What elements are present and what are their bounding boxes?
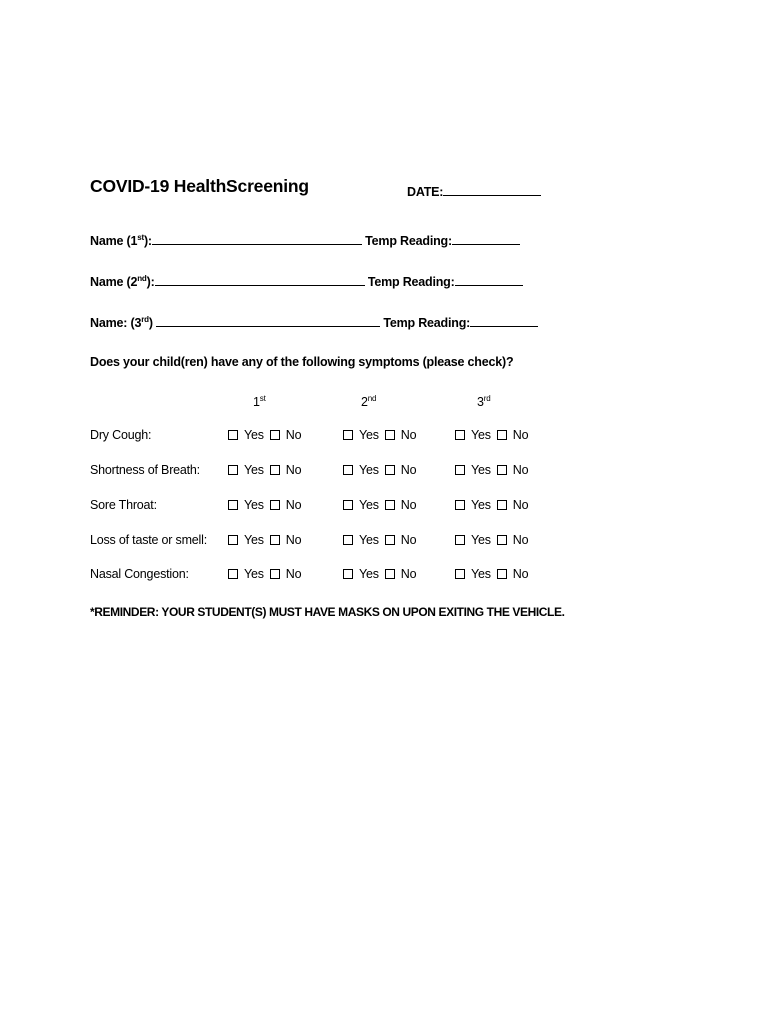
name-label-3: Name: (3 bbox=[90, 316, 142, 330]
name-ordinal-1: st bbox=[137, 233, 144, 242]
no-checkbox[interactable] bbox=[270, 430, 280, 440]
no-label: No bbox=[512, 567, 529, 581]
yes-checkbox[interactable] bbox=[343, 465, 353, 475]
no-checkbox[interactable] bbox=[385, 535, 395, 545]
temp-label-3: Temp Reading: bbox=[383, 316, 471, 330]
name-ordinal-2: nd bbox=[137, 274, 147, 283]
no-label: No bbox=[285, 463, 302, 477]
symptom-label: Sore Throat: bbox=[90, 498, 157, 512]
no-checkbox[interactable] bbox=[497, 465, 507, 475]
yes-checkbox[interactable] bbox=[455, 569, 465, 579]
name-suffix-3: ) bbox=[148, 316, 153, 330]
answer-group-1 bbox=[228, 567, 301, 581]
answer-group-3 bbox=[455, 463, 528, 477]
yes-checkbox[interactable] bbox=[228, 465, 238, 475]
answer-group-1 bbox=[228, 533, 301, 547]
column-ord-2: nd bbox=[367, 394, 377, 403]
yes-checkbox[interactable] bbox=[228, 430, 238, 440]
name-label-2: Name (2 bbox=[90, 275, 138, 289]
yes-label: Yes bbox=[471, 463, 491, 477]
answer-group-2 bbox=[343, 533, 416, 547]
no-label: No bbox=[400, 428, 417, 442]
no-label: No bbox=[285, 498, 302, 512]
symptom-label: Dry Cough: bbox=[90, 428, 152, 442]
no-checkbox[interactable] bbox=[270, 569, 280, 579]
yes-checkbox[interactable] bbox=[228, 569, 238, 579]
no-checkbox[interactable] bbox=[270, 500, 280, 510]
no-label: No bbox=[512, 463, 529, 477]
column-ord-3: rd bbox=[483, 394, 491, 403]
symptom-label: Nasal Congestion: bbox=[90, 567, 189, 581]
yes-label: Yes bbox=[244, 463, 264, 477]
yes-label: Yes bbox=[359, 533, 379, 547]
column-header-2 bbox=[361, 395, 376, 409]
name-row-3 bbox=[90, 314, 538, 330]
name-ordinal-3: rd bbox=[141, 315, 149, 324]
temp-blank-3[interactable] bbox=[470, 314, 538, 327]
yes-label: Yes bbox=[359, 463, 379, 477]
name-suffix-2: ): bbox=[146, 275, 155, 289]
reminder-text: *REMINDER: YOUR STUDENT(S) MUST HAVE MASKS ON UPON EXITING THE VEHICLE. bbox=[90, 605, 565, 619]
symptom-question: Does your child(ren) have any of the following symptoms (please check)? bbox=[90, 355, 514, 369]
name-blank-2[interactable] bbox=[155, 273, 365, 286]
column-ord-1: st bbox=[259, 394, 266, 403]
answer-group-3 bbox=[455, 428, 528, 442]
yes-checkbox[interactable] bbox=[455, 535, 465, 545]
yes-label: Yes bbox=[359, 428, 379, 442]
yes-checkbox[interactable] bbox=[343, 535, 353, 545]
yes-label: Yes bbox=[471, 498, 491, 512]
answer-group-1 bbox=[228, 498, 301, 512]
name-label-1: Name (1 bbox=[90, 234, 138, 248]
yes-label: Yes bbox=[244, 498, 264, 512]
answer-group-2 bbox=[343, 463, 416, 477]
date-field bbox=[407, 183, 541, 199]
column-num-1: 1 bbox=[253, 395, 260, 409]
yes-label: Yes bbox=[244, 428, 264, 442]
no-label: No bbox=[512, 533, 529, 547]
no-label: No bbox=[400, 498, 417, 512]
yes-checkbox[interactable] bbox=[455, 500, 465, 510]
no-checkbox[interactable] bbox=[385, 500, 395, 510]
no-checkbox[interactable] bbox=[497, 500, 507, 510]
name-blank-3[interactable] bbox=[156, 314, 380, 327]
no-label: No bbox=[400, 567, 417, 581]
no-label: No bbox=[285, 428, 302, 442]
no-label: No bbox=[512, 428, 529, 442]
no-checkbox[interactable] bbox=[385, 465, 395, 475]
no-checkbox[interactable] bbox=[497, 430, 507, 440]
no-checkbox[interactable] bbox=[385, 430, 395, 440]
name-suffix-1: ): bbox=[143, 234, 152, 248]
answer-group-1 bbox=[228, 428, 301, 442]
form-title: COVID-19 HealthScreening bbox=[90, 176, 309, 196]
answer-group-2 bbox=[343, 428, 416, 442]
yes-checkbox[interactable] bbox=[455, 465, 465, 475]
temp-blank-1[interactable] bbox=[452, 232, 520, 245]
yes-checkbox[interactable] bbox=[228, 535, 238, 545]
name-row-1 bbox=[90, 232, 520, 248]
answer-group-2 bbox=[343, 567, 416, 581]
column-header-1 bbox=[253, 395, 266, 409]
column-header-3 bbox=[477, 395, 490, 409]
no-label: No bbox=[400, 533, 417, 547]
name-row-2 bbox=[90, 273, 523, 289]
yes-checkbox[interactable] bbox=[228, 500, 238, 510]
temp-blank-2[interactable] bbox=[455, 273, 523, 286]
yes-label: Yes bbox=[471, 567, 491, 581]
no-checkbox[interactable] bbox=[270, 465, 280, 475]
temp-label-1: Temp Reading: bbox=[365, 234, 452, 248]
yes-label: Yes bbox=[471, 533, 491, 547]
answer-group-3 bbox=[455, 533, 528, 547]
yes-label: Yes bbox=[471, 428, 491, 442]
column-num-2: 2 bbox=[361, 395, 368, 409]
no-checkbox[interactable] bbox=[270, 535, 280, 545]
no-label: No bbox=[400, 463, 417, 477]
yes-checkbox[interactable] bbox=[343, 500, 353, 510]
answer-group-1 bbox=[228, 463, 301, 477]
answer-group-3 bbox=[455, 498, 528, 512]
no-checkbox[interactable] bbox=[497, 535, 507, 545]
answer-group-2 bbox=[343, 498, 416, 512]
no-label: No bbox=[285, 567, 302, 581]
no-label: No bbox=[285, 533, 302, 547]
no-checkbox[interactable] bbox=[385, 569, 395, 579]
no-label: No bbox=[512, 498, 529, 512]
symptom-label: Shortness of Breath: bbox=[90, 463, 200, 477]
answer-group-3 bbox=[455, 567, 528, 581]
temp-label-2: Temp Reading: bbox=[367, 275, 455, 289]
date-label: DATE: bbox=[407, 185, 444, 199]
symptom-label: Loss of taste or smell: bbox=[90, 533, 207, 547]
no-checkbox[interactable] bbox=[497, 569, 507, 579]
yes-checkbox[interactable] bbox=[343, 569, 353, 579]
yes-label: Yes bbox=[359, 498, 379, 512]
date-blank[interactable] bbox=[443, 183, 541, 196]
yes-label: Yes bbox=[244, 533, 264, 547]
yes-checkbox[interactable] bbox=[455, 430, 465, 440]
yes-checkbox[interactable] bbox=[343, 430, 353, 440]
column-num-3: 3 bbox=[477, 395, 484, 409]
yes-label: Yes bbox=[244, 567, 264, 581]
name-blank-1[interactable] bbox=[152, 232, 362, 245]
yes-label: Yes bbox=[359, 567, 379, 581]
